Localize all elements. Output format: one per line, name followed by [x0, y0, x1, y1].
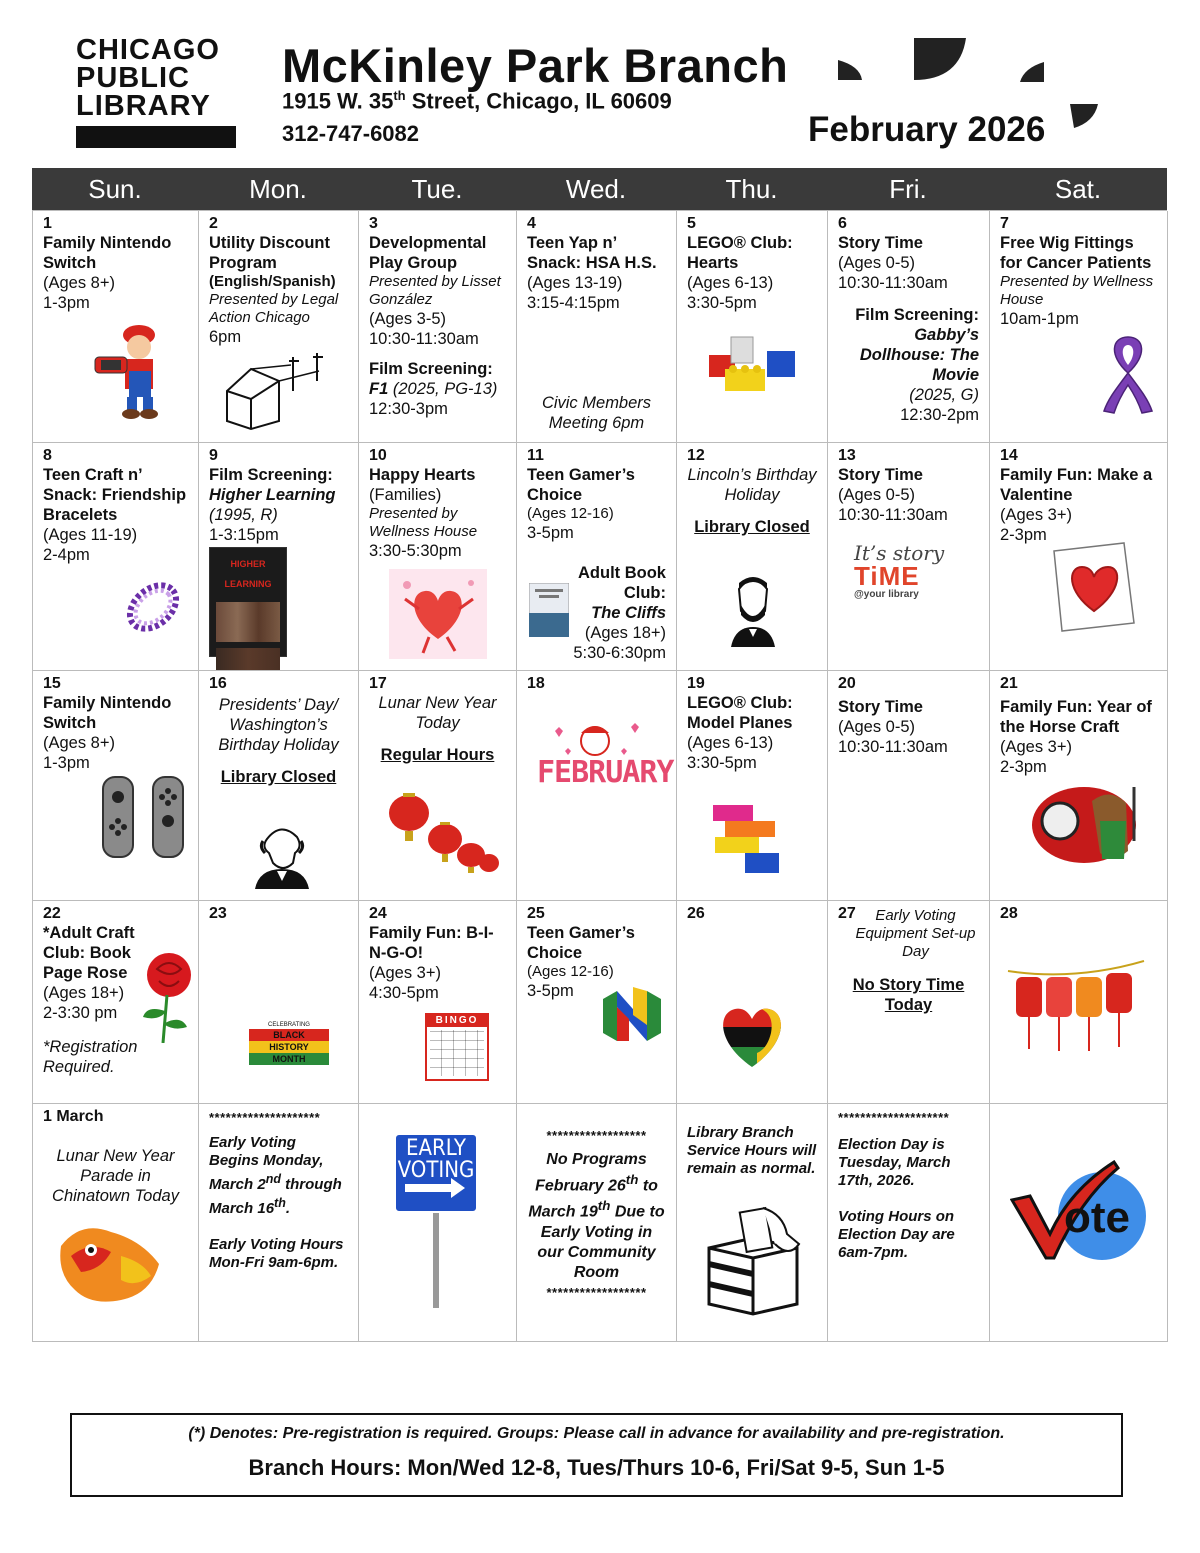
- event-time: 10am-1pm: [1000, 310, 1079, 328]
- vote-word: ote: [1064, 1193, 1130, 1242]
- branch-address: 1915 W. 35th Street, Chicago, IL 60609: [282, 88, 672, 114]
- march-cell-5: [677, 1104, 828, 1342]
- library-closed: Library Closed: [694, 518, 810, 536]
- day-cell-8: [33, 443, 199, 671]
- valentine-card-icon: [1048, 539, 1140, 635]
- day-cell-22: [33, 901, 199, 1104]
- event-title: Teen Gamer’s Choice: [527, 466, 635, 504]
- film-label: Film Screening:: [369, 360, 493, 378]
- stars-divider: ********************: [209, 1110, 321, 1125]
- hanging-lanterns-icon: [1006, 959, 1146, 1059]
- logo-line-2: PUBLIC: [76, 62, 190, 94]
- event-time: 3:15-4:15pm: [527, 294, 620, 312]
- ballot-box-icon: [703, 1204, 803, 1316]
- voting-hours-note: Voting Hours on Election Day are 6am-7pm.: [838, 1208, 955, 1261]
- weekday-header: [32, 168, 1167, 210]
- day-number: 27: [838, 905, 856, 922]
- march-cell-1: [33, 1104, 199, 1342]
- washington-icon: [253, 823, 311, 889]
- event-title: Developmental Play Group: [369, 234, 487, 272]
- heart-silhouette-icon: [715, 1003, 789, 1069]
- day-cell-9: [199, 443, 359, 671]
- event-presenter: Presented by Lisset González: [369, 273, 501, 308]
- day-number: 21: [1000, 675, 1018, 692]
- day-number: 22: [43, 905, 61, 922]
- day-number: 7: [1000, 215, 1009, 232]
- event-time: 3-5pm: [527, 982, 574, 1000]
- day-number: 2: [209, 215, 218, 232]
- day-cell-7: [990, 211, 1168, 443]
- day-number: 6: [838, 215, 847, 232]
- event-ages: (Ages 6-13): [687, 734, 774, 752]
- day-number: 11: [527, 447, 544, 464]
- event-title: Story Time: [838, 698, 923, 716]
- day-number: 14: [1000, 447, 1018, 464]
- event-time: 10:30-11:30am: [838, 506, 948, 524]
- day-number: 1: [43, 215, 52, 232]
- event-time: 1-3:15pm: [209, 526, 279, 544]
- film-title-line: F1 (2025, PG-13): [369, 380, 498, 398]
- day-number: 16: [209, 675, 227, 692]
- day-cell-27: [828, 901, 990, 1104]
- library-closed: Library Closed: [220, 768, 337, 786]
- event-ages: (Ages 3+): [369, 964, 441, 982]
- day-number: 10: [369, 447, 387, 464]
- book-club-time: 5:30-6:30pm: [573, 644, 666, 662]
- film-time: 12:30-3pm: [369, 400, 448, 418]
- event-title: LEGO® Club: Model Planes: [687, 694, 793, 732]
- lego-icon: [705, 329, 801, 401]
- film-label: Film Screening:: [855, 306, 979, 324]
- service-hours-note: Library Branch Service Hours will remain as normal.: [687, 1124, 817, 1177]
- day-number: 4: [527, 215, 536, 232]
- event-title: Family Nintendo Switch: [43, 694, 172, 732]
- event-title: Teen Gamer’s Choice: [527, 924, 635, 962]
- film-title: Gabby’s Dollhouse: The Movie: [859, 326, 979, 384]
- event-time: 2-3pm: [1000, 758, 1047, 776]
- event-time: 1-3pm: [43, 754, 90, 772]
- logo-line-3: LIBRARY: [76, 90, 211, 122]
- event-time: 6pm: [209, 328, 242, 346]
- event-title: Family Nintendo Switch: [43, 234, 172, 272]
- day-cell-3: [359, 211, 517, 443]
- day-cell-17: [359, 671, 517, 901]
- early-voting-sign-text: [395, 1138, 477, 1182]
- event-presenter: Presented by Wellness House: [369, 505, 478, 540]
- day-cell-6: [828, 211, 990, 443]
- event-subtitle: (Families): [369, 486, 442, 504]
- film-rating: (2025, G): [909, 386, 979, 404]
- calendar-grid: [32, 210, 1167, 1342]
- movie-poster-icon: [209, 547, 287, 657]
- footer-box: [70, 1413, 1123, 1497]
- event-ages: (Ages 12-16): [527, 505, 614, 522]
- event-time: 3:30-5:30pm: [369, 542, 462, 560]
- event-presenter: Presented by Legal Action Chicago: [209, 291, 339, 326]
- weekday-fri: Fri.: [889, 174, 927, 204]
- footer-note: (*) Denotes: Pre-registration is required. Groups: Please call in advance for availability and pre-registration.: [188, 1425, 1005, 1442]
- event-presenter: Presented by Wellness House: [1000, 273, 1154, 308]
- event-title: Family Fun: Year of the Horse Craft: [1000, 698, 1152, 736]
- horse-icon: [1030, 781, 1150, 871]
- day-cell-21: [990, 671, 1168, 901]
- event-title: Utility Discount Program: [209, 234, 331, 272]
- day-cell-15: [33, 671, 199, 901]
- film-rating: (1995, R): [209, 506, 278, 524]
- dancing-heart-icon: [389, 569, 487, 659]
- event-time: 10:30-11:30am: [369, 330, 479, 348]
- day-cell-20: [828, 671, 990, 901]
- bingo-header: BINGO: [427, 1015, 487, 1027]
- event-title: LEGO® Club: Hearts: [687, 234, 793, 272]
- logo-bar: [76, 126, 236, 148]
- day-cell-16: [199, 671, 359, 901]
- event-time: 2-4pm: [43, 546, 90, 564]
- lincoln-icon: [729, 571, 777, 647]
- event-ages: (Ages 3+): [1000, 506, 1072, 524]
- holiday-note: Lincoln’s Birthday Holiday: [687, 466, 817, 504]
- bracelet-icon: [121, 575, 185, 639]
- election-day-note: Election Day is Tuesday, March 17th, 2026.: [838, 1136, 951, 1189]
- weekday-sat: Sat.: [1054, 174, 1102, 204]
- event-ages: (Ages 0-5): [838, 486, 916, 504]
- bingo-grid: [430, 1030, 484, 1076]
- day-number: 28: [1000, 905, 1018, 922]
- library-logo: [76, 36, 238, 148]
- event-title: Story Time: [838, 466, 923, 484]
- day-cell-5: [677, 211, 828, 443]
- black-history-month-icon: [249, 1021, 329, 1077]
- event-ages: (Ages 0-5): [838, 718, 916, 736]
- day-cell-12: [677, 443, 828, 671]
- holiday-note: Lunar New Year Today: [378, 694, 497, 732]
- early-voting-begins: Early Voting Begins Monday, March 2nd through March 16th.: [209, 1134, 342, 1217]
- event-ages: (Ages 11-19): [43, 526, 138, 544]
- march-cell-6: [828, 1104, 990, 1342]
- poster-faces: [216, 602, 280, 642]
- day-number: 25: [527, 905, 545, 922]
- day-cell-4: [517, 211, 677, 443]
- event-ages: (Ages 8+): [43, 734, 115, 752]
- event-time: 10:30-11:30am: [838, 738, 948, 756]
- event-ages: (Ages 12-16): [527, 963, 614, 980]
- event-time: 3:30-5pm: [687, 754, 757, 772]
- book-title: The Cliffs: [591, 604, 666, 622]
- early-voting-hours: Early Voting Hours Mon-Fri 9am-6pm.: [209, 1236, 344, 1271]
- march-cell-3: [359, 1104, 517, 1342]
- february-graphic-icon: FEBRUARY: [537, 755, 674, 790]
- day-number: 5: [687, 215, 696, 232]
- book-club: [566, 563, 666, 663]
- event-title: Teen Yap n’ Snack: HSA H.S.: [527, 234, 657, 272]
- film-label: Film Screening:: [209, 466, 333, 484]
- event-title: Teen Craft n’ Snack: Friendship Bracelets: [43, 466, 187, 524]
- day-number: 9: [209, 447, 218, 464]
- day-number: 8: [43, 447, 52, 464]
- dragon-icon: [51, 1216, 169, 1308]
- logo-line-1: CHICAGO: [76, 34, 220, 66]
- day-cell-19: [677, 671, 828, 901]
- event-note: Early Voting Equipment Set-up Day: [855, 907, 976, 960]
- day-cell-25: [517, 901, 677, 1104]
- event-title: Story Time: [838, 234, 923, 252]
- book-cover-icon: [529, 583, 569, 637]
- day-number: 19: [687, 675, 705, 692]
- march-cell-4: [517, 1104, 677, 1342]
- day-cell-23: [199, 901, 359, 1104]
- stars-divider: ********************: [838, 1110, 950, 1125]
- event-time: 2-3:30 pm: [43, 1004, 118, 1022]
- day-cell-26: [677, 901, 828, 1104]
- event-time: 2-3pm: [1000, 526, 1047, 544]
- event-time: 3:30-5pm: [687, 294, 757, 312]
- event-note: Civic Members Meeting 6pm: [541, 394, 652, 432]
- day-cell-14: [990, 443, 1168, 671]
- lanterns-icon: [383, 789, 501, 885]
- story-time-logo-icon: [854, 543, 954, 601]
- no-story-time: No Story Time Today: [852, 976, 965, 1014]
- event-time: 3-5pm: [527, 524, 574, 542]
- day-number: 20: [838, 675, 856, 692]
- film-title: Higher Learning: [209, 486, 336, 504]
- lego-bricks-icon: [711, 801, 783, 877]
- film-time: 12:30-2pm: [900, 406, 979, 424]
- branch-title: McKinley Park Branch: [282, 39, 789, 92]
- ribbon-icon: [1098, 335, 1158, 415]
- event-title: Family Fun: B-I-N-G-O!: [369, 924, 494, 962]
- event-title: Happy Hearts: [369, 466, 476, 484]
- march-cell-2: [199, 1104, 359, 1342]
- book-club-ages: (Ages 18+): [584, 624, 666, 642]
- march-cell-7: [990, 1104, 1168, 1342]
- event-time: 1-3pm: [43, 294, 90, 312]
- joycon-icon: [101, 775, 185, 859]
- weekday-mon: Mon.: [249, 174, 307, 204]
- no-programs-note: No Programs February 26th to March 19th Due to Early Voting in our Community Room: [528, 1151, 665, 1281]
- day-number: 13: [838, 447, 856, 464]
- month-title: February 2026: [808, 110, 1046, 149]
- event-ages: (Ages 8+): [43, 274, 115, 292]
- story-logo-line-1: It’s story: [854, 541, 945, 565]
- day-cell-18: [517, 671, 677, 901]
- day-number: 18: [527, 675, 545, 692]
- event-time: 10:30-11:30am: [838, 274, 948, 292]
- event-subtitle: (English/Spanish): [209, 273, 336, 290]
- day-cell-24: [359, 901, 517, 1104]
- decorative-shapes-icon: [830, 30, 1110, 140]
- poster-title: HIGHER LEARNING: [224, 559, 272, 589]
- sign-line-1: EARLY: [406, 1136, 466, 1161]
- event-title: Free Wig Fittings for Cancer Patients: [1000, 234, 1152, 272]
- day-number: 26: [687, 905, 705, 922]
- event-ages: (Ages 3-5): [369, 310, 447, 328]
- bhm-line-4: MONTH: [249, 1053, 329, 1065]
- bhm-line-2: BLACK: [249, 1029, 329, 1041]
- event-time: 4:30-5pm: [369, 984, 439, 1002]
- rose-icon: [137, 951, 197, 1043]
- event-ages: (Ages 0-5): [838, 254, 916, 272]
- event-title: Family Fun: Make a Valentine: [1000, 466, 1153, 504]
- event-note: Lunar New Year Parade in Chinatown Today: [52, 1147, 179, 1205]
- weekday-wed: Wed.: [565, 174, 627, 204]
- day-cell-2: [199, 211, 359, 443]
- stars-divider-top: ******************: [546, 1128, 647, 1143]
- day-number: 24: [369, 905, 387, 922]
- day-number: 3: [369, 215, 378, 232]
- calendar: [32, 168, 1167, 1342]
- story-logo-line-2: TiME: [854, 561, 920, 591]
- book-club-label: Adult Book Club:: [578, 564, 666, 602]
- day-number: 23: [209, 905, 227, 922]
- house-icon: [221, 351, 331, 431]
- day-cell-11: [517, 443, 677, 671]
- sign-line-2: VOTING: [397, 1158, 475, 1183]
- mario-icon: [91, 321, 169, 421]
- weekday-thu: Thu.: [725, 174, 778, 204]
- poster-faces-2: [216, 648, 280, 671]
- event-ages: (Ages 3+): [1000, 738, 1072, 756]
- bingo-card-icon: [425, 1013, 489, 1081]
- event-ages: (Ages 18+): [43, 984, 125, 1002]
- stars-divider-bottom: ******************: [546, 1284, 647, 1300]
- branch-phone: 312-747-6082: [282, 121, 420, 146]
- holiday-note: Presidents’ Day/ Washington’s Birthday Holiday: [218, 696, 339, 754]
- registration-note: *Registration Required.: [43, 1038, 138, 1076]
- event-ages: (Ages 6-13): [687, 274, 774, 292]
- day-number: 15: [43, 675, 61, 692]
- weekday-tue: Tue.: [411, 174, 463, 204]
- bhm-line-3: HISTORY: [249, 1041, 329, 1053]
- branch-hours: Branch Hours: Mon/Wed 12-8, Tues/Thurs 10-6, Fri/Sat 9-5, Sun 1-5: [248, 1455, 945, 1480]
- day-number: 17: [369, 675, 387, 692]
- event-ages: (Ages 13-19): [527, 274, 623, 292]
- bhm-line-1: CELEBRATING: [268, 1022, 310, 1028]
- day-number: 1 March: [43, 1108, 104, 1125]
- day-cell-10: [359, 443, 517, 671]
- weekday-sun: Sun.: [88, 174, 142, 204]
- day-number: 12: [687, 447, 705, 464]
- day-cell-1: [33, 211, 199, 443]
- february-hearts-icon: [545, 711, 645, 761]
- regular-hours: Regular Hours: [380, 746, 495, 764]
- day-cell-13: [828, 443, 990, 671]
- event-title: *Adult Craft Club: Book Page Rose: [43, 924, 135, 982]
- n64-logo-icon: [599, 985, 665, 1047]
- story-logo-line-3: @your library: [854, 589, 919, 600]
- day-cell-28: [990, 901, 1168, 1104]
